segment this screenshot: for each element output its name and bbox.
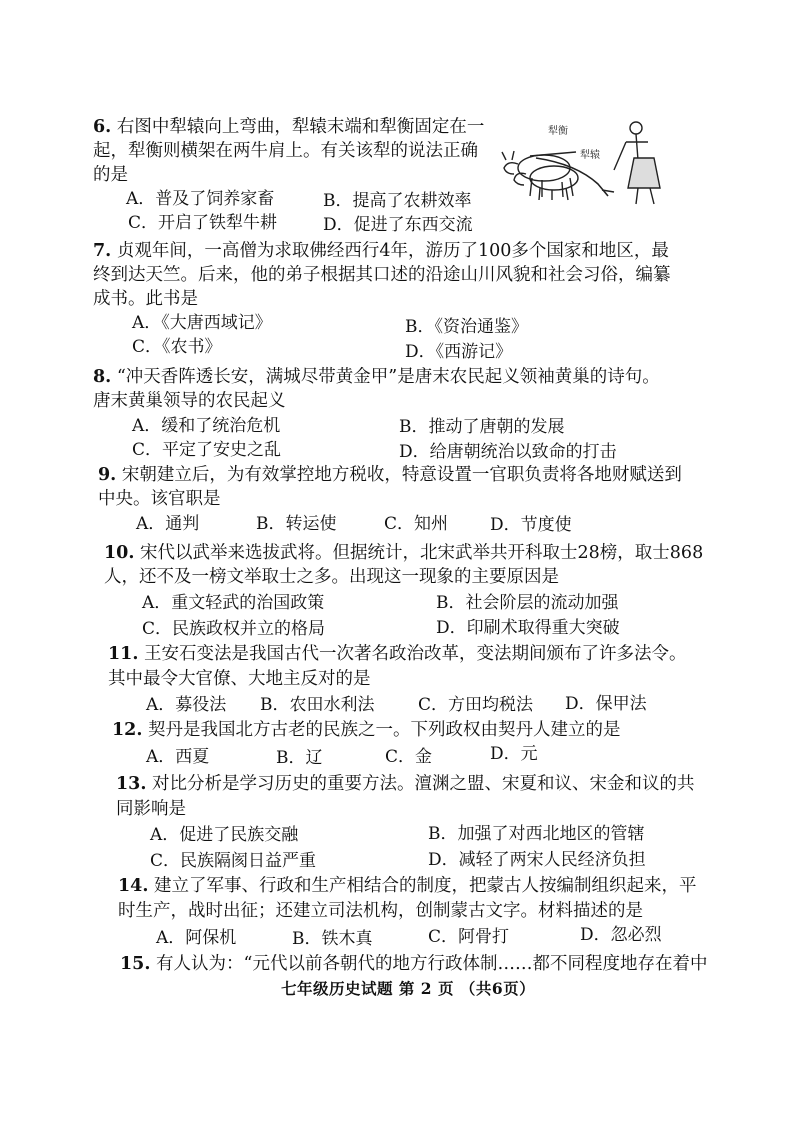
option-b: B．加强了对西北地区的管辖 [428, 824, 645, 844]
option-b: B．转运使 [256, 514, 337, 534]
question-number: 6. [93, 117, 112, 137]
question-text: 对比分析是学习历史的重要方法。澶渊之盟、宋夏和议、宋金和议的共 [152, 774, 695, 794]
option-a: A．重文轻武的治国政策 [142, 593, 325, 613]
question-10 [104, 542, 703, 564]
question-6-line-3: 的是 [93, 165, 128, 185]
option-c: C．知州 [384, 514, 449, 534]
question-text: 贞观年间，一高僧为求取佛经西行4年，游历了100多个国家和地区，最 [116, 241, 669, 261]
option-d: D．促进了东西交流 [323, 215, 473, 235]
question-6 [93, 116, 484, 138]
question-text: 契丹是我国北方古老的民族之一。下列政权由契丹人建立的是 [148, 720, 621, 740]
option-c: C．方田均税法 [418, 695, 534, 715]
question-7-line-3: 成书。此书是 [93, 289, 198, 309]
option-d: D．忽必烈 [580, 925, 662, 945]
question-number: 9. [98, 465, 117, 485]
question-14-line-2: 时生产，战时出征；还建立司法机构，创制蒙古文字。材料描述的是 [118, 901, 643, 921]
option-d: D．印刷术取得重大突破 [436, 618, 620, 638]
farmer-drawing [614, 122, 660, 204]
option-d: D．《西游记》 [405, 342, 513, 362]
question-7 [93, 240, 669, 262]
question-text: 宋朝建立后，为有效掌控地方税收，特意设置一官职负责将各地财赋送到 [121, 465, 682, 485]
option-a: A．促进了民族交融 [150, 825, 299, 845]
option-c: C．民族隔阂日益严重 [150, 851, 317, 871]
option-b: B．农田水利法 [260, 695, 375, 715]
option-a: A．通判 [136, 514, 200, 534]
question-12 [112, 719, 621, 741]
option-c: C．开启了铁犁牛耕 [128, 213, 278, 233]
option-b: B．铁木真 [292, 929, 373, 949]
question-number: 7. [93, 241, 112, 261]
question-13 [116, 773, 695, 795]
option-b: B．《资治通鉴》 [405, 317, 528, 337]
option-d: D．节度使 [490, 515, 572, 535]
question-number: 15. [120, 954, 151, 974]
page-footer: 七年级历史试题 第 2 页 （共6页） [281, 979, 536, 998]
question-7-line-2: 终到达天竺。后来，他的弟子根据其口述的沿途山川风貌和社会习俗，编纂 [93, 265, 671, 285]
option-a: A．募役法 [146, 695, 227, 715]
question-9 [98, 464, 682, 486]
option-b: B．辽 [276, 748, 323, 768]
question-number: 8. [93, 367, 112, 387]
question-text: 王安石变法是我国古代一次著名政治改革，变法期间颁布了许多法令。 [144, 644, 687, 664]
option-d: D．给唐朝统治以致命的打击 [399, 442, 617, 462]
question-text: 宋代以武举来选拔武将。但据统计，北宋武举共开科取士28榜，取士868 [140, 543, 704, 563]
question-9-line-2: 中央。该官职是 [98, 489, 221, 509]
option-d: D．元 [490, 744, 538, 764]
question-8 [93, 366, 660, 388]
question-number: 10. [104, 543, 135, 563]
question-number: 12. [112, 720, 143, 740]
question-number: 13. [116, 774, 147, 794]
question-text: “冲天香阵透长安，满城尽带黄金甲”是唐末农民起义领袖黄巢的诗句。 [116, 367, 660, 387]
label-liyuan: 犁辕 [580, 150, 600, 161]
option-a: A．普及了饲养家畜 [126, 189, 275, 209]
option-c: C．金 [385, 747, 433, 767]
option-b: B．提高了农耕效率 [323, 191, 472, 211]
option-c: C．阿骨打 [428, 927, 510, 947]
question-14 [118, 875, 697, 897]
question-number: 14. [118, 876, 149, 896]
option-c: C．《农书》 [132, 337, 222, 357]
option-a: A．缓和了统治危机 [132, 416, 281, 436]
question-11-line-2: 其中最令大官僚、大地主反对的是 [108, 669, 371, 689]
question-15 [120, 953, 707, 975]
question-11 [108, 643, 687, 665]
option-a: A．阿保机 [156, 928, 237, 948]
label-lihen: 犁衡 [548, 126, 568, 137]
question-8-line-2: 唐末黄巢领导的农民起义 [93, 391, 286, 411]
question-text: 右图中犁辕向上弯曲，犁辕末端和犁衡固定在一 [116, 117, 485, 137]
option-b: B．推动了唐朝的发展 [399, 417, 565, 437]
option-c: C．民族政权并立的格局 [142, 619, 326, 639]
question-10-line-2: 人，还不及一榜文举取士之多。出现这一现象的主要原因是 [104, 567, 559, 587]
question-text: 建立了军事、行政和生产相结合的制度，把蒙古人按编制组织起来，平 [154, 876, 697, 896]
option-c: C．平定了安史之乱 [132, 440, 282, 460]
option-a: A．《大唐西域记》 [132, 313, 272, 333]
question-13-line-2: 同影响是 [116, 799, 186, 819]
option-a: A．西夏 [146, 747, 210, 767]
question-text: 有人认为：“元代以前各朝代的地方行政体制……都不同程度地存在着中 [156, 954, 708, 974]
option-d: D．保甲法 [565, 694, 647, 714]
question-number: 11. [108, 644, 139, 664]
option-d: D．减轻了两宋人民经济负担 [428, 850, 646, 870]
question-6-line-2: 起，犁衡则横架在两牛肩上。有关该犁的说法正确 [93, 141, 478, 161]
ox-plough-illustration [496, 112, 682, 208]
option-b: B．社会阶层的流动加强 [436, 593, 619, 613]
